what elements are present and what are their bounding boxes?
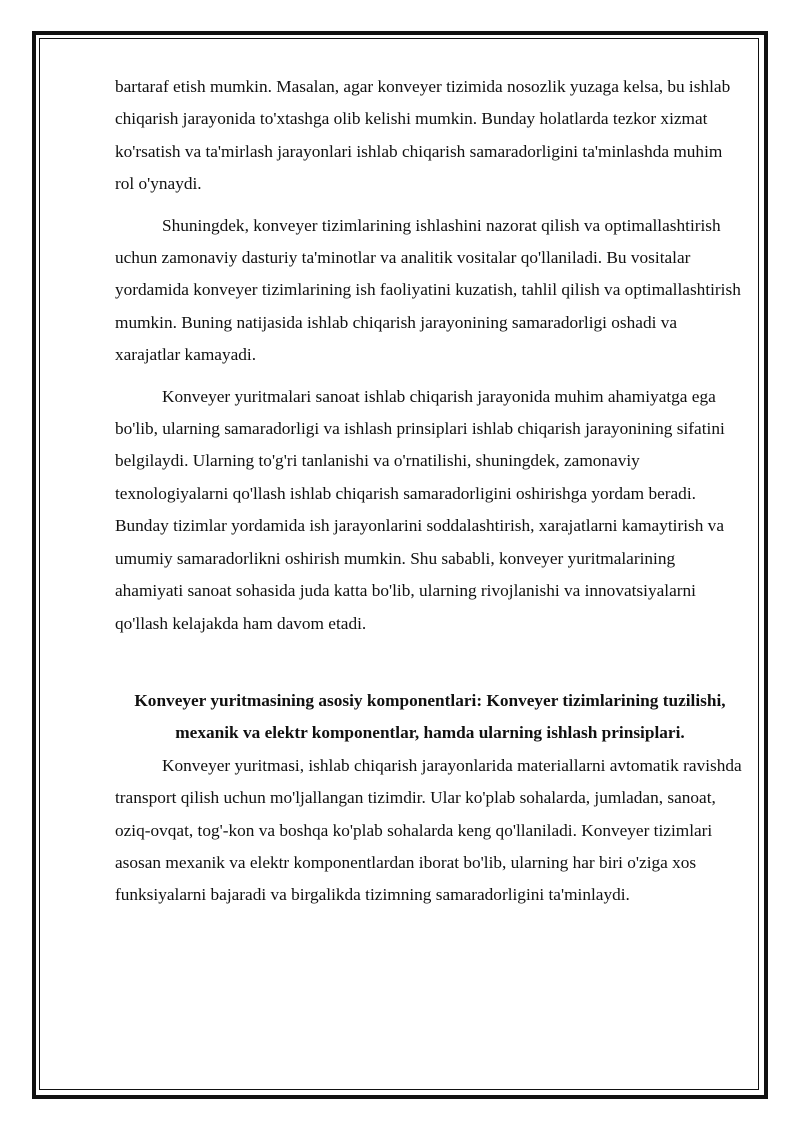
paragraph-importance: Konveyer yuritmalari sanoat ishlab chiqarish jarayonida muhim ahamiyatga ega bo'lib, ularning samaradorligi va ishlash prinsiplari ishlab chiqarish jarayonining sifatini belgilaydi. Ularning to'g'ri tanlanishi va o'rnatilishi, shuningdek, zamonaviy texnologiyalarni qo'llash ishlab chiqarish samaradorligini oshirishga yordam beradi. Bunday tizimlar yordamida ish jarayonlarini soddalashtirish, xarajatlarni kamaytirish va umumiy samaradorlikni oshirish mumkin. Shu sababli, konveyer yuritmalarining ahamiyati sanoat sohasida juda katta bo'lib, ularning rivojlanishi va innovatsiyalarni qo'llash kelajakda ham davom etadi. — [115, 386, 725, 633]
paragraph-intro: Konveyer yuritmasi, ishlab chiqarish jarayonlarida materiallarni avtomatik ravishda transport qilish uchun mo'ljallangan tizimdir. Ular ko'plab sohalarda, jumladan, sanoat, oziq-ovqat, tog'-kon va boshqa ko'plab sohalarda keng qo'llaniladi. Konveyer tizimlari asosan mexanik va elektr komponentlardan iborat bo'lib, ularning har biri o'ziga xos funksiyalarni bajaradi va birgalikda tizimning samaradorligini ta'minlaydi. — [115, 755, 742, 905]
section-heading: Konveyer yuritmasining asosiy komponentlari: Konveyer tizimlarining tuzilishi, mexanik va elektr komponentlar, hamda ularning ishlash prinsiplari. — [134, 690, 726, 743]
paragraph-monitoring: Shuningdek, konveyer tizimlarining ishlashini nazorat qilish va optimallashtirish uchun zamonaviy dasturiy ta'minotlar va analitik vositalar qo'llaniladi. Bu vositalar yordamida konveyer tizimlarining ish faoliyatini kuzatish, tahlil qilish va optimallashtirish mumkin. Buning natijasida ishlab chiqarish jarayonining samaradorligi oshadi va xarajatlar kamayadi. — [115, 215, 741, 365]
document-body — [115, 71, 745, 912]
paragraph-continuation: bartaraf etish mumkin. Masalan, agar konveyer tizimida nosozlik yuzaga kelsa, bu ishlab chiqarish jarayonida to'xtashga olib kelishi mumkin. Bunday holatlarda tezkor xizmat ko'rsatish va ta'mirlash jarayonlari ishlab chiqarish samaradorligini ta'minlashda muhim rol o'ynaydi. — [115, 77, 731, 194]
